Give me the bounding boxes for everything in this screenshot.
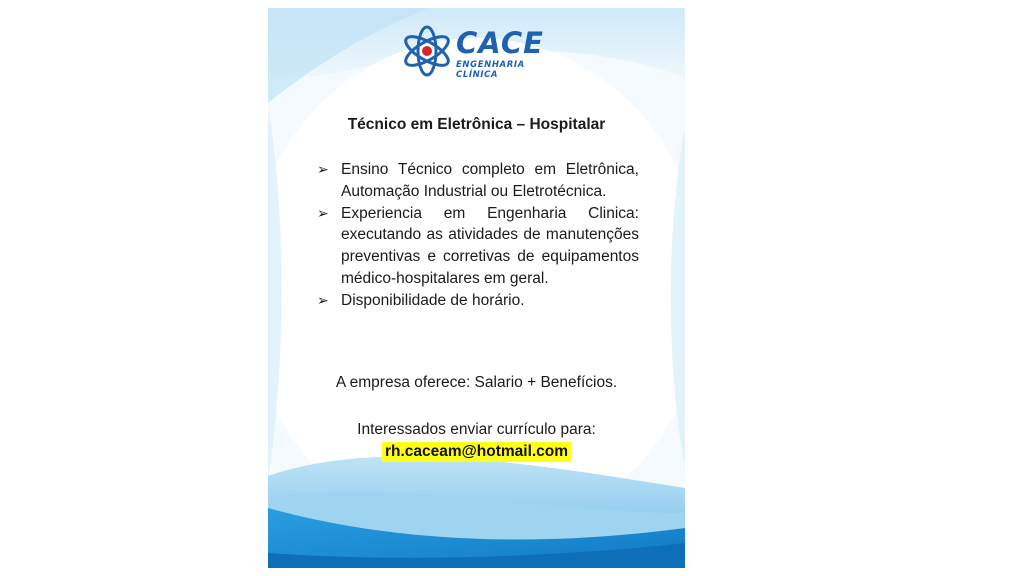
requirements-list	[316, 159, 639, 312]
company-logo	[400, 24, 570, 80]
list-item	[316, 159, 639, 203]
atom-icon	[400, 24, 454, 78]
arrow-bullet-icon: ➢	[317, 204, 329, 221]
requirement-text: Ensino Técnico completo em Eletrônica, Automação Industrial ou Eletrotécnica.	[341, 161, 639, 200]
job-title: Técnico em Eletrônica – Hospitalar	[347, 116, 606, 133]
requirement-text: Experiencia em Engenharia Clinica: executando as atividades de manutenções preventivas e corretivas de equipamentos médico-hospitalares em geral.	[341, 204, 639, 287]
list-item	[316, 203, 639, 290]
job-flyer	[268, 8, 685, 568]
contact-instructions: Interessados enviar currículo para:	[357, 421, 596, 438]
logo-subtitle: ENGENHARIA CLÍNICA	[456, 60, 525, 80]
logo-wordmark: CACE	[456, 26, 544, 60]
contact-email: rh.caceam@hotmail.com	[382, 442, 571, 462]
list-item	[316, 290, 639, 312]
email-wrapper	[268, 442, 685, 462]
arrow-bullet-icon: ➢	[317, 161, 329, 177]
arrow-bullet-icon: ➢	[317, 291, 329, 308]
requirement-text: Disponibilidade de horário.	[341, 291, 525, 309]
benefits-text: A empresa oferece: Salario + Benefícios.	[335, 374, 618, 391]
